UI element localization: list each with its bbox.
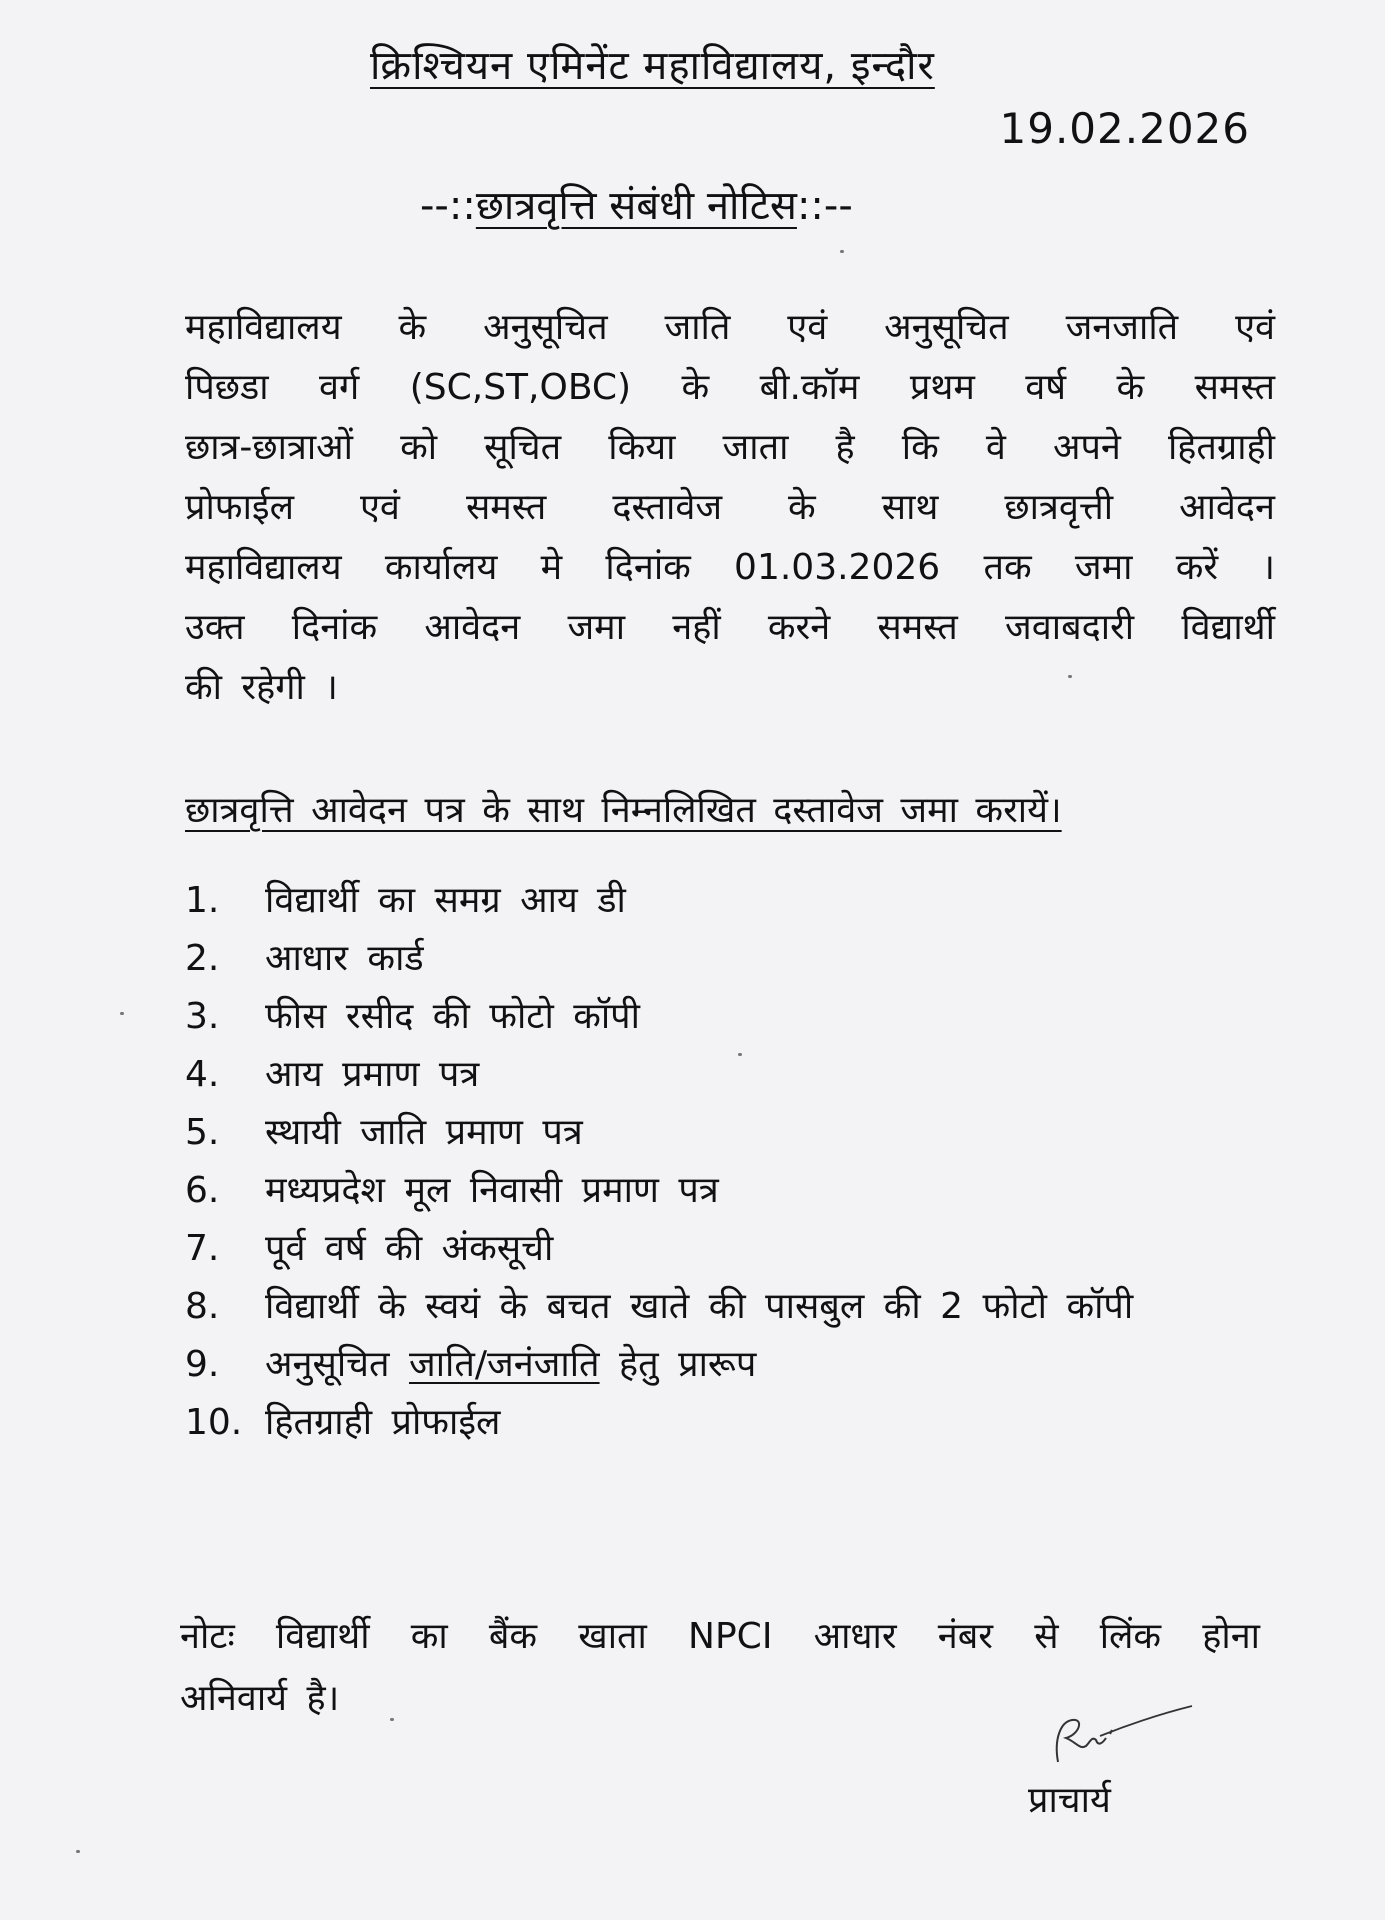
item-text: मध्यप्रदेश मूल निवासी प्रमाण पत्र <box>265 1170 719 1211</box>
list-item <box>185 1046 1275 1104</box>
notice-title <box>420 176 1020 231</box>
body-line: महाविद्यालय कार्यालय मे दिनांक 01.03.2026 तक जमा करें । <box>185 547 1275 588</box>
item-number: 3. <box>185 996 220 1037</box>
item-text: हितग्राही प्रोफाईल <box>265 1402 501 1443</box>
principal-designation: प्राचार्य <box>1028 1780 1111 1821</box>
item-text-part: अनुसूचित <box>265 1344 390 1385</box>
note-line: अनिवार्य है। <box>180 1678 340 1719</box>
list-item <box>185 872 1275 930</box>
item-number: 6. <box>185 1170 220 1211</box>
body-line: की रहेगी । <box>185 667 338 708</box>
college-name: क्रिश्चियन एमिनेंट महाविद्यालय, इन्दौर <box>370 43 935 89</box>
list-item <box>185 1394 1275 1452</box>
scan-speck <box>738 1053 742 1056</box>
item-number: 9. <box>185 1344 220 1385</box>
item-text: स्थायी जाति प्रमाण पत्र <box>265 1112 583 1153</box>
documents-heading: छात्रवृत्ति आवेदन पत्र के साथ निम्नलिखित दस्तावेज जमा करायें। <box>185 790 1062 831</box>
item-text: आधार कार्ड <box>265 938 424 979</box>
item-number: 7. <box>185 1228 220 1269</box>
list-item <box>185 1220 1275 1278</box>
notice-body <box>185 298 1275 718</box>
item-number: 8. <box>185 1286 220 1327</box>
list-item <box>185 1162 1275 1220</box>
item-number: 4. <box>185 1054 220 1095</box>
title-text: छात्रवृत्ति संबंधी नोटिस <box>475 183 797 229</box>
body-line: प्रोफाईल एवं समस्त दस्तावेज के साथ छात्रवृत्ती आवेदन <box>185 487 1275 528</box>
body-line: महाविद्यालय के अनुसूचित जाति एवं अनुसूचित जनजाति एवं <box>185 307 1275 348</box>
scan-speck <box>1068 675 1072 678</box>
item-text: आय प्रमाण पत्र <box>265 1054 480 1095</box>
signature-mark <box>1040 1700 1240 1780</box>
scan-speck <box>120 1012 124 1015</box>
list-item <box>185 1336 1275 1394</box>
list-item <box>185 1104 1275 1162</box>
list-item <box>185 988 1275 1046</box>
list-item <box>185 1278 1225 1336</box>
title-prefix: --:: <box>420 183 476 229</box>
item-number: 1. <box>185 880 220 921</box>
item-number: 2. <box>185 938 220 979</box>
body-line: पिछडा वर्ग (SC,ST,OBC) के बी.कॉम प्रथम वर्ष के समस्त <box>185 367 1275 408</box>
list-item <box>185 930 1275 988</box>
item-text-underlined: जाति/जनंजाति <box>408 1344 600 1385</box>
item-text: पूर्व वर्ष की अंकसूची <box>265 1228 554 1269</box>
item-text <box>265 1344 756 1385</box>
body-line: उक्त दिनांक आवेदन जमा नहीं करने समस्त जवाबदारी विद्यार्थी <box>185 607 1275 648</box>
body-line: छात्र-छात्राओं को सूचित किया जाता है कि वे अपने हितग्राही <box>185 427 1275 468</box>
item-text: विद्यार्थी का समग्र आय डी <box>265 880 626 921</box>
item-text: फीस रसीद की फोटो कॉपी <box>265 996 640 1037</box>
title-suffix: ::-- <box>796 183 853 229</box>
scan-speck <box>840 250 844 253</box>
scan-speck <box>390 1718 394 1721</box>
item-text: विद्यार्थी के स्वयं के बचत खाते की पासबुल की 2 फोटो कॉपी <box>265 1286 1134 1327</box>
item-number: 10. <box>185 1402 243 1443</box>
documents-list <box>185 872 1275 1452</box>
item-text-part: हेतु प्रारूप <box>619 1344 757 1385</box>
item-number: 5. <box>185 1112 220 1153</box>
note-line: नोटः विद्यार्थी का बैंक खाता NPCI आधार नंबर से लिंक होना <box>180 1616 1260 1657</box>
notice-date: 19.02.2026 <box>999 104 1250 153</box>
scan-speck <box>76 1850 80 1853</box>
